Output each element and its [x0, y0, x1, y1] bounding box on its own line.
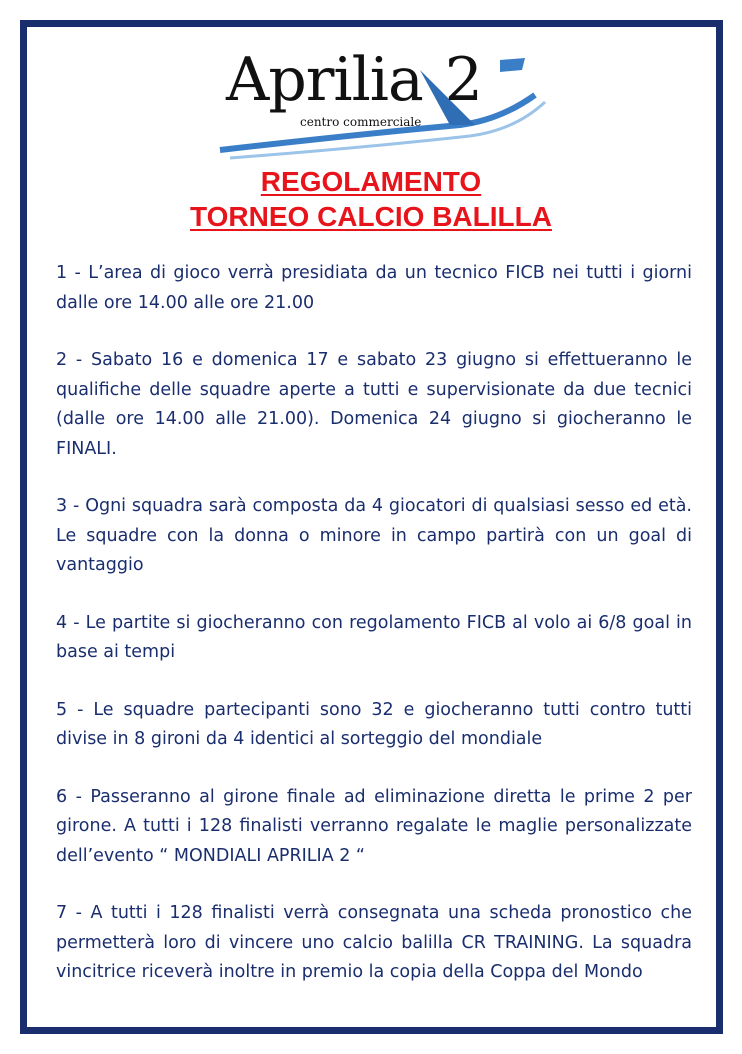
rule-4: 4 - Le partite si giocheranno con regolamento FICB al volo ai 6/8 goal in base ai tempi — [56, 612, 692, 662]
rules-list — [56, 259, 692, 1016]
logo-brand-name — [226, 45, 482, 115]
rule-1: 1 - L’area di gioco verrà presidiata da un tecnico FICB nei tutti i giorni dalle ore 14.00 alle ore 21.00 — [56, 263, 692, 313]
logo-number: 2 — [444, 45, 482, 115]
rule-7: 7 - A tutti i 128 finalisti verrà consegnata una scheda pronostico che permetterà loro di vincere uno calcio balilla CR TRAINING. La squadra vincitrice riceverà inoltre in premio la copia della Coppa del Mondo — [56, 903, 692, 982]
logo-subtitle: centro commerciale — [300, 115, 422, 129]
rule-3: 3 - Ogni squadra sarà composta da 4 giocatori di qualsiasi sesso ed età. Le squadre con la donna o minore in campo partirà con un goal di vantaggio — [56, 496, 692, 575]
rule-2: 2 - Sabato 16 e domenica 17 e sabato 23 giugno si effettueranno le qualifiche delle squadre aperte a tutti e supervisionate da due tecnici (dalle ore 14.00 alle 21.00). Domenica 24 giugno si giocheranno le FINALI. — [56, 350, 692, 459]
page-title-line-2: TORNEO CALCIO BALILLA — [190, 201, 552, 232]
rule-6: 6 - Passeranno al girone finale ad eliminazione diretta le prime 2 per girone. A tutti i 128 finalisti verranno regalate le maglie personalizzate dell’evento “ MONDIALI APRILIA 2 “ — [56, 786, 692, 866]
rule-5: 5 - Le squadre partecipanti sono 32 e giocheranno tutti contro tutti divise in 8 gironi da 4 identici al sorteggio del mondiale — [56, 699, 692, 749]
logo-brand-text: Aprilia — [226, 45, 423, 115]
aprilia-2-logo — [200, 40, 560, 160]
page-title-line-1: REGOLAMENTO — [260, 166, 482, 197]
